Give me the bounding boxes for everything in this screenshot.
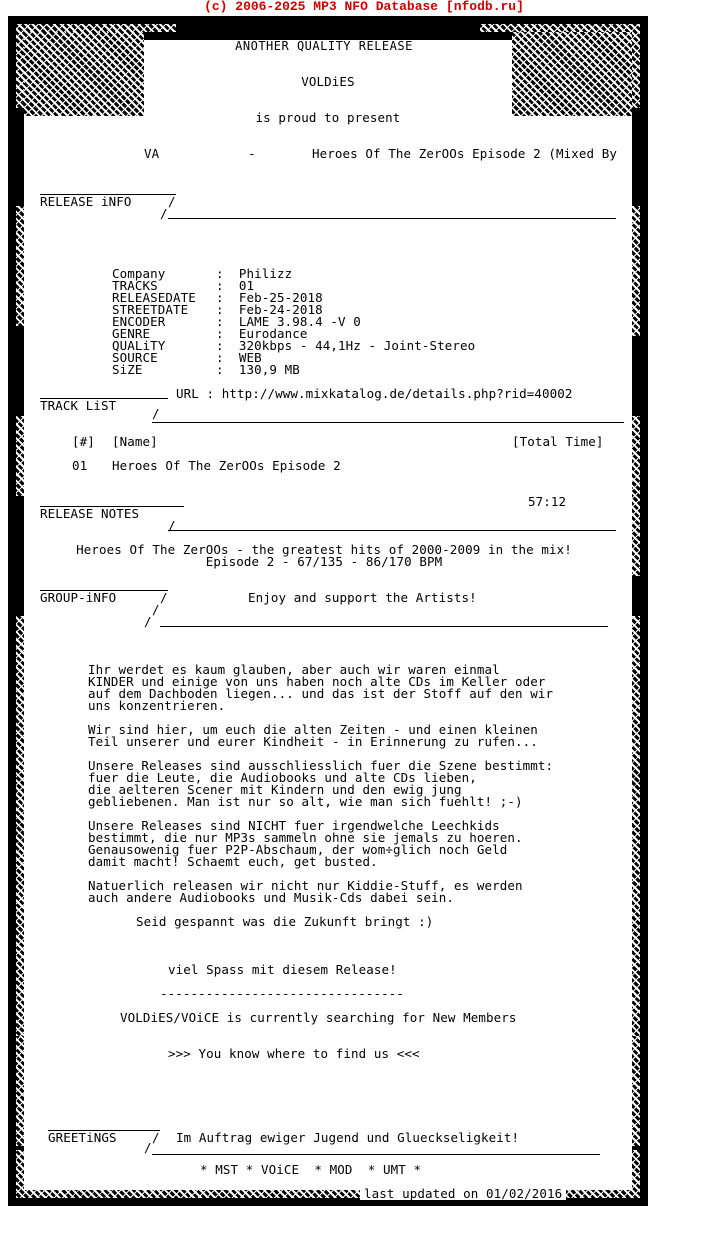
track-header-time: [Total Time] [512,434,604,449]
total-time: 57:12 [528,494,567,509]
track-name: Heroes Of The ZerOOs Episode 2 [112,458,341,473]
info-label: SOURCE [112,350,158,365]
fun-line: viel Spass mit diesem Release! [168,962,397,977]
info-value: 130,9 MB [238,362,300,377]
info-value: LAME 3.98.4 -V 0 [238,314,361,329]
release-dash: - [248,146,256,161]
info-row: SiZE : 130,9 MB [112,362,300,377]
track-header-name: [Name] [112,434,158,449]
section-slash: / [168,518,176,533]
info-row: GENRE : Eurodance [112,326,308,341]
group-paragraph: Unsere Releases sind ausschliesslich fuer die Szene bestimmt: fuer die Leute, die Audiobooks und alte CDs lieben, die aelteren Scener mit Kindern und den ewig jung gebliebenen. Man ist nur so alt, wie man sich fuehlt! ;-) [88,758,554,809]
release-artist: VA [144,146,160,161]
ornament-header-left [24,32,144,116]
section-slash: / [152,406,160,421]
group-name: VOLDiES [301,74,355,89]
searching-line: VOLDiES/VOiCE is currently searching for New Members [120,1010,517,1025]
release-title: Heroes Of The ZerOOs Episode 2 (Mixed By [312,146,618,161]
section-track-list: TRACK LiST [40,398,117,413]
info-label: SiZE [112,362,143,377]
info-label: Company [112,266,166,281]
info-label: QUALiTY [112,338,166,353]
track-header-num: [#] [72,434,95,449]
url-line: URL : http://www.mixkatalog.de/details.php?rid=40002 [176,386,573,401]
site-header[interactable]: (c) 2006-2025 MP3 NFO Database [nfodb.ru] [204,0,524,14]
section-rule [168,530,616,531]
notes-line-2: Episode 2 - 67/135 - 86/170 BPM [205,554,443,569]
ornament-header-right [512,32,632,116]
greet-slogan: Im Auftrag ewiger Jugend und Glueckseligkeit! [176,1130,520,1145]
info-value: Feb-25-2018 [238,290,323,305]
last-updated: last updated on 01/02/2016 [360,1188,566,1200]
greets-line: * MST * VOiCE * MOD * UMT * [194,1164,427,1176]
info-value: Philizz [238,266,293,281]
info-row: SOURCE : WEB [112,350,262,365]
section-rule [152,422,624,423]
section-rule [152,1154,600,1155]
info-label: STREETDATE [112,302,189,317]
group-paragraph: Wir sind hier, um euch die alten Zeiten - und einen kleinen Teil unserer und eurer Kindheit - in Erinnerung zu rufen... [88,722,538,749]
section-release-notes: RELEASE NOTES [40,506,140,521]
section-rule [168,218,616,219]
section-rule [160,626,608,627]
find-us-line: >>> You know where to find us <<< [168,1046,420,1061]
section-slash: / [152,602,160,617]
section-slash: / [168,194,176,209]
section-underline [40,194,176,195]
info-value: Feb-24-2018 [238,302,323,317]
section-slash: / [152,1130,160,1145]
section-slash: / [144,1140,152,1155]
group-paragraph: Unsere Releases sind NICHT fuer irgendwelche Leechkids bestimmt, die nur MP3s sammeln ohne sie jemals zu hoeren. Genausowenig fuer P2P-Abschaum, der wom÷glich noch Geld damit macht! Schaemt euch, get busted. [88,818,523,869]
nfo-content [24,32,632,1190]
info-row: QUALiTY : 320kbps - 44,1Hz - Joint-Stereo [112,338,476,353]
section-slash: / [160,206,168,221]
info-value: Eurodance [238,326,308,341]
release-info-table [112,268,475,376]
info-row: ENCODER : LAME 3.98.4 -V 0 [112,314,361,329]
proud-present: is proud to present [255,110,401,125]
info-label: TRACKS [112,278,158,293]
info-label: ENCODER [112,314,166,329]
info-value: WEB [238,350,262,365]
info-label: GENRE [112,326,151,341]
group-slogan: Enjoy and support the Artists! [248,590,477,605]
info-row: TRACKS : 01 [112,278,255,293]
info-label: RELEASEDATE [112,290,196,305]
group-paragraph: Ihr werdet es kaum glauben, aber auch wir waren einmal KINDER und einige von uns haben noch alte CDs im Keller oder auf dem Dachboden liegen... und das ist der Stoff auf den wir uns konzentrieren. [88,662,554,713]
divider-line: -------------------------------- [160,986,405,1001]
release-banner: ANOTHER QUALITY RELEASE [216,40,432,52]
section-slash: / [160,590,168,605]
info-row: STREETDATE : Feb-24-2018 [112,302,323,317]
future-line: Seid gespannt was die Zukunft bringt :) [136,914,434,929]
info-row: RELEASEDATE : Feb-25-2018 [112,290,323,305]
section-group-info: GROUP-iNFO [40,590,117,605]
section-release-info: RELEASE iNFO [40,194,132,209]
nfo-frame [8,16,648,1206]
track-num: 01 [72,458,88,473]
group-paragraph: Natuerlich releasen wir nicht nur Kiddie-Stuff, es werden auch andere Audiobooks und Musik-Cds dabei sein. [88,878,523,905]
info-value: 320kbps - 44,1Hz - Joint-Stereo [238,338,476,353]
info-row: Company : Philizz [112,266,293,281]
notes-line-1: Heroes Of The ZerOOs - the greatest hits of 2000-2009 in the mix! [76,542,572,557]
section-slash: / [144,614,152,629]
section-greetings: GREETiNGS [48,1130,117,1145]
info-value: 01 [238,278,255,293]
